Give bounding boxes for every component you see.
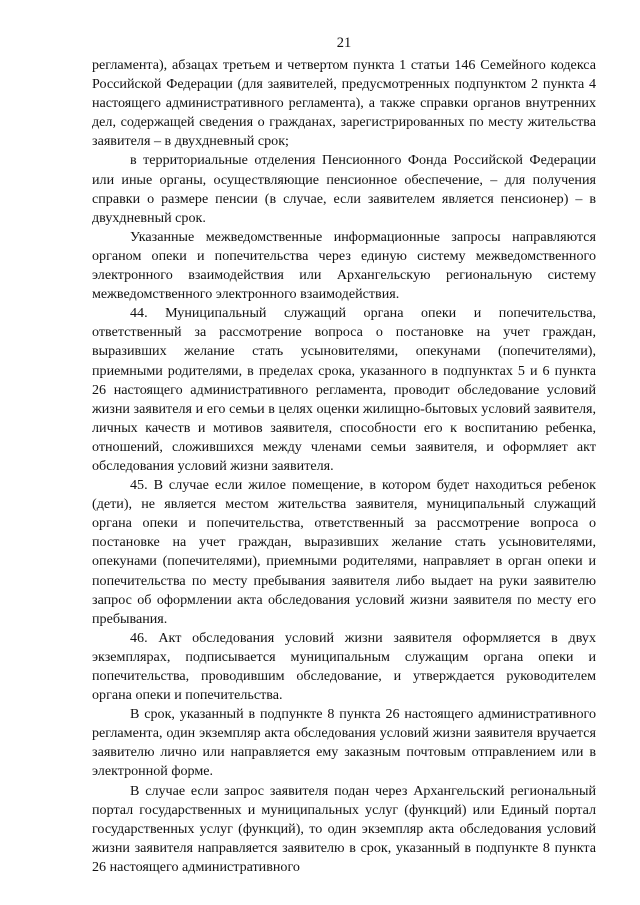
paragraph-item-46: 46. Акт обследования условий жизни заявителя оформляется в двух экземплярах, подписывается муниципальным служащим органа опеки и попечительства, проводившим обследование, и утверждается руководителем органа опеки и попечительства. <box>92 629 596 704</box>
paragraph-portal-request: В случае если запрос заявителя подан через Архангельский региональный портал государственных и муниципальных услуг (функций) или Единый портал государственных услуг (функций), то один экземпляр акта обследования условий жизни заявителя направляется заявителю в срок, указанный в подпункте 8 пункта 26 настоящего административного <box>92 782 596 875</box>
paragraph-interagency-requests: Указанные межведомственные информационные запросы направляются органом опеки и попечительства через единую систему межведомственного электронного взаимодействия или Архангельскую региональную систему межведомственного электронного взаимодействия. <box>92 228 596 303</box>
paragraph-deadline: В срок, указанный в подпункте 8 пункта 26 настоящего административного регламента, один экземпляр акта обследования условий жизни заявителя вручается заявителю лично или направляется ему заказным почтовым отправлением или в электронной форме. <box>92 706 596 780</box>
paragraph-pension-fund: в территориальные отделения Пенсионного Фонда Российской Федерации или иные органы, осуществляющие пенсионное обеспечение, – для получения справки о размере пенсии (в случае, если заявителем является пенсионер) – в двухдневный срок. <box>92 152 596 226</box>
paragraph-continuation: регламента), абзацах третьем и четвертом пункта 1 статьи 146 Семейного кодекса Российской Федерации (для заявителей, предусмотренных подпунктом 2 пункта 4 настоящего административного регламента), а также справки органов внутренних дел, содержащей сведения о гражданах, зарегистрированных по месту жительства заявителя – в двухдневный срок; <box>92 57 596 150</box>
paragraph-item-45: 45. В случае если жилое помещение, в котором будет находиться ребенок (дети), не является местом жительства заявителя, муниципальный служащий органа опеки и попечительства, ответственный за рассмотрение вопроса о постановке на учет граждан, выразивших желание стать усыновителями, опекунами (попечителями), приемными родителями, направляет в орган опеки и попечительства по месту пребывания заявителя либо выдает на руки заявителю запрос об оформлении акта обследования условий жизни заявителя по месту его пребывания. <box>92 477 596 627</box>
document-page <box>92 34 596 877</box>
paragraph-item-44: 44. Муниципальный служащий органа опеки и попечительства, ответственный за рассмотрение вопроса о постановке на учет граждан, выразивших желание стать усыновителями, опекунами (попечителями), приемными родителями, в пределах срока, указанного в подпунктах 5 и 6 пункта 26 настоящего административного регламента, проводит обследование условий жизни заявителя и его семьи в целях оценки жилищно-бытовых условий заявителя, личных качеств и мотивов заявителя, способности его к воспитанию ребенка, отношений, сложившихся между членами семьи заявителя, и оформляет акт обследования условий жизни заявителя. <box>92 305 596 474</box>
page-number: 21 <box>336 35 352 51</box>
